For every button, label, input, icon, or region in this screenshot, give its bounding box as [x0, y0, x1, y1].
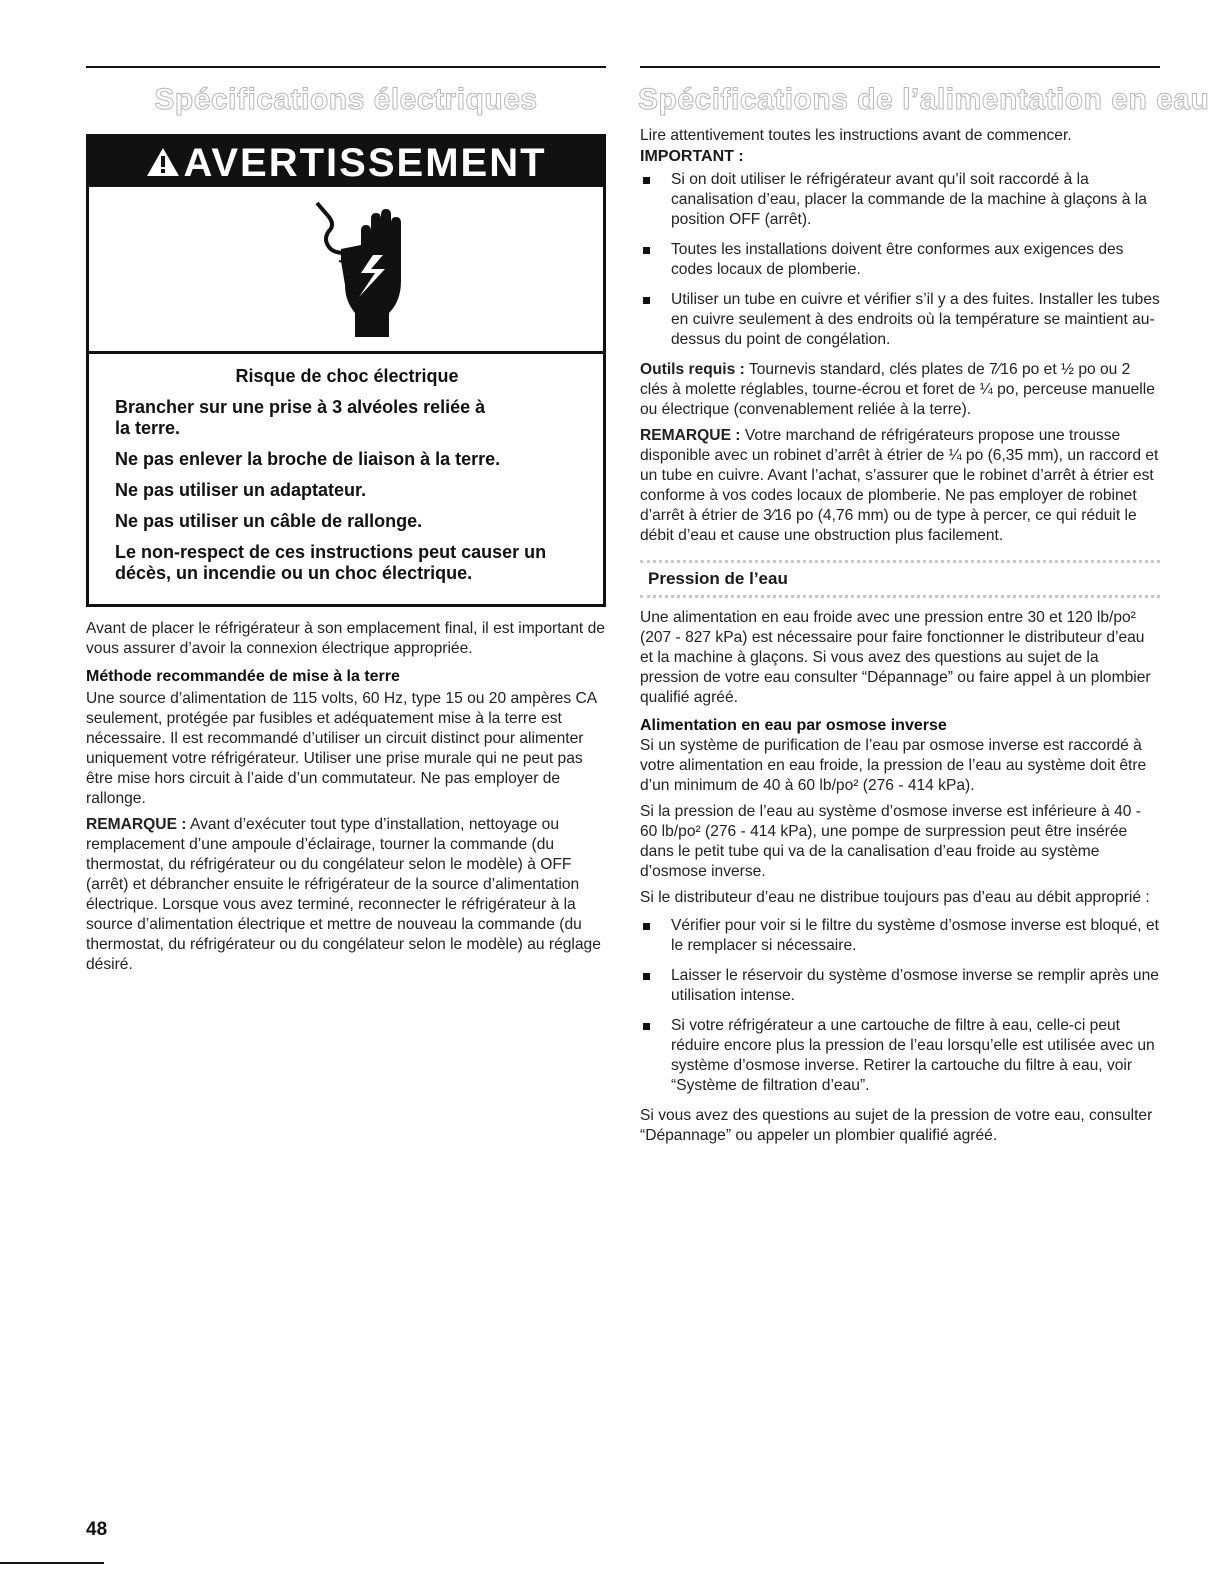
ro-text-2: Si la pression de l’eau au système d’osmose inverse est inférieure à 40 - 60 lb/po² (276 - 414 kPa), une pompe de surpression peut être insérée dans le petit tube qui va de la canalisation d’eau froide au système d’osmose inverse.: [640, 803, 1141, 880]
important-label: IMPORTANT :: [640, 148, 744, 165]
pressure-text: Une alimentation en eau froide avec une pression entre 30 et 120 lb/po² (207 - 827 kPa) est nécessaire pour faire fonctionner le distributeur d’eau et la machine à glaçons. Si vous avez des questions au sujet de la pression de votre eau consulter “Dépannage” ou faire appel à un plombier qualifié agréé.: [640, 609, 1151, 706]
warning-header-text: AVERTISSEMENT: [183, 141, 547, 185]
grounding-heading: Méthode recommandée de mise à la terre: [86, 668, 400, 685]
warning-box: [86, 134, 606, 607]
list-item: Si votre réfrigérateur a une cartouche de filtre à eau, celle-ci peut réduire encore plus la pression de l’eau lorsqu’elle est utilisée avec un système d’osmose inverse. Retirer la cartouche du filtre à eau, voir “Système de filtration d’eau”.: [640, 1016, 1160, 1096]
bullet-square-icon: [643, 297, 650, 304]
bullet-square-icon: [643, 247, 650, 254]
grounding-text: Une source d’alimentation de 115 volts, 60 Hz, type 15 ou 20 ampères CA seulement, protégée par fusibles et adéquatement mise à la terre est nécessaire. Il est recommandé d’utiliser un circuit distinct pour alimenter uniquement votre réfrigérateur. Utiliser une prise murale qui ne peut pas être mise hors circuit à l’aide d’un commutateur. Ne pas employer de rallonge.: [86, 690, 597, 807]
warning-text: [89, 354, 603, 604]
ro-list: [640, 916, 1160, 1096]
electric-shock-hand-icon: [315, 201, 415, 339]
tools-text: Tournevis standard, clés plates de 7⁄16 po et ½ po ou 2 clés à molette réglables, tourne-écrou et foret de ¼ po, perceuse manuelle ou électrique (convenablement reliée à la terre).: [640, 361, 1155, 418]
list-item: Si on doit utiliser le réfrigérateur avant qu’il soit raccordé à la canalisation d’eau, placer la commande de la machine à glaçons à la position OFF (arrêt).: [640, 170, 1160, 230]
warning-line: Ne pas enlever la broche de liaison à la terre.: [115, 449, 501, 469]
right-column: [638, 60, 1210, 1146]
warning-line: Brancher sur une prise à 3 alvéoles reliée à la terre.: [115, 397, 486, 438]
electrical-specs-title: Spécifications électriques: [154, 83, 538, 116]
remark-text: Avant d’exécuter tout type d’installation, nettoyage ou remplacement d’une ampoule d’éclairage, tourner la commande (du thermostat, du réfrigérateur ou du congélateur selon le modèle) à OFF (arrêt) et débrancher ensuite le réfrigérateur de la source d’alimentation électrique. Lorsque vous avez terminé, reconnecter le réfrigérateur à la source d’alimentation électrique et mettre de nouveau la commande (du thermostat, du réfrigérateur ou du congélateur selon le modèle) au réglage désiré.: [86, 816, 601, 973]
warning-line: Ne pas utiliser un adaptateur.: [115, 480, 367, 500]
shock-hazard-image: [89, 187, 603, 354]
reverse-osmosis-heading: Alimentation en eau par osmose inverse: [640, 717, 947, 734]
remark-label: REMARQUE :: [640, 427, 741, 444]
list-item: Toutes les installations doivent être conformes aux exigences des codes locaux de plomberie.: [640, 240, 1160, 280]
tools-label: Outils requis :: [640, 361, 745, 378]
left-column: [86, 60, 606, 975]
water-supply-title: Spécifications de l’alimentation en eau: [638, 83, 1210, 116]
list-item: Vérifier pour voir si le filtre du système d’osmose inverse est bloqué, et le remplacer si nécessaire.: [640, 916, 1160, 956]
list-item: Laisser le réservoir du système d’osmose inverse se remplir après une utilisation intense.: [640, 966, 1160, 1006]
footer-rule: [0, 1562, 104, 1564]
tools-required: [640, 360, 1160, 420]
water-intro: Lire attentivement toutes les instructions avant de commencer.: [640, 127, 1072, 144]
bullet-square-icon: [643, 1023, 650, 1030]
page-number: 48: [86, 1519, 108, 1540]
warning-risk: Risque de choc électrique: [235, 366, 459, 386]
important-list: [640, 170, 1160, 350]
warning-triangle-icon: [145, 139, 181, 191]
warning-header: [89, 137, 603, 187]
ro-text-3: Si le distributeur d’eau ne distribue toujours pas d’eau au débit approprié :: [640, 889, 1150, 906]
water-remark: [640, 426, 1160, 546]
pressure-heading: Pression de l’eau: [640, 560, 1160, 598]
bullet-square-icon: [643, 923, 650, 930]
warning-line: Ne pas utiliser un câble de rallonge.: [115, 511, 423, 531]
electrical-remark: [86, 815, 606, 975]
warning-line: Le non-respect de ces instructions peut causer un décès, un incendie ou un choc électrique.: [115, 542, 547, 583]
list-item: Utiliser un tube en cuivre et vérifier s’il y a des fuites. Installer les tubes en cuivre seulement à des endroits où la température se maintient au-dessus du point de congélation.: [640, 290, 1160, 350]
water-closing: Si vous avez des questions au sujet de la pression de votre eau, consulter “Dépannage” ou appeler un plombier qualifié agréé.: [640, 1107, 1153, 1144]
bullet-square-icon: [643, 177, 650, 184]
remark-label: REMARQUE :: [86, 816, 187, 833]
electrical-intro: Avant de placer le réfrigérateur à son emplacement final, il est important de vous assurer d’avoir la connexion électrique appropriée.: [86, 620, 605, 657]
bullet-square-icon: [643, 973, 650, 980]
remark-text: Votre marchand de réfrigérateurs propose une trousse disponible avec un robinet d’arrêt à étrier de ¼ po (6,35 mm), un raccord et un tube en cuivre. Avant l’achat, s’assurer que le robinet d’arrêt à étrier est conforme à vos codes locaux de plomberie. Ne pas employer de robinet d’arrêt à étrier de 3⁄16 po (4,76 mm) ou de type à percer, ce qui réduit le débit d’eau et cause une obstruction plus facilement.: [640, 427, 1159, 544]
ro-text-1: Si un système de purification de l’eau par osmose inverse est raccordé à votre alimentation en eau froide, la pression de l’eau au système doit être d’un minimum de 40 à 60 lb/po² (276 - 414 kPa).: [640, 737, 1147, 794]
